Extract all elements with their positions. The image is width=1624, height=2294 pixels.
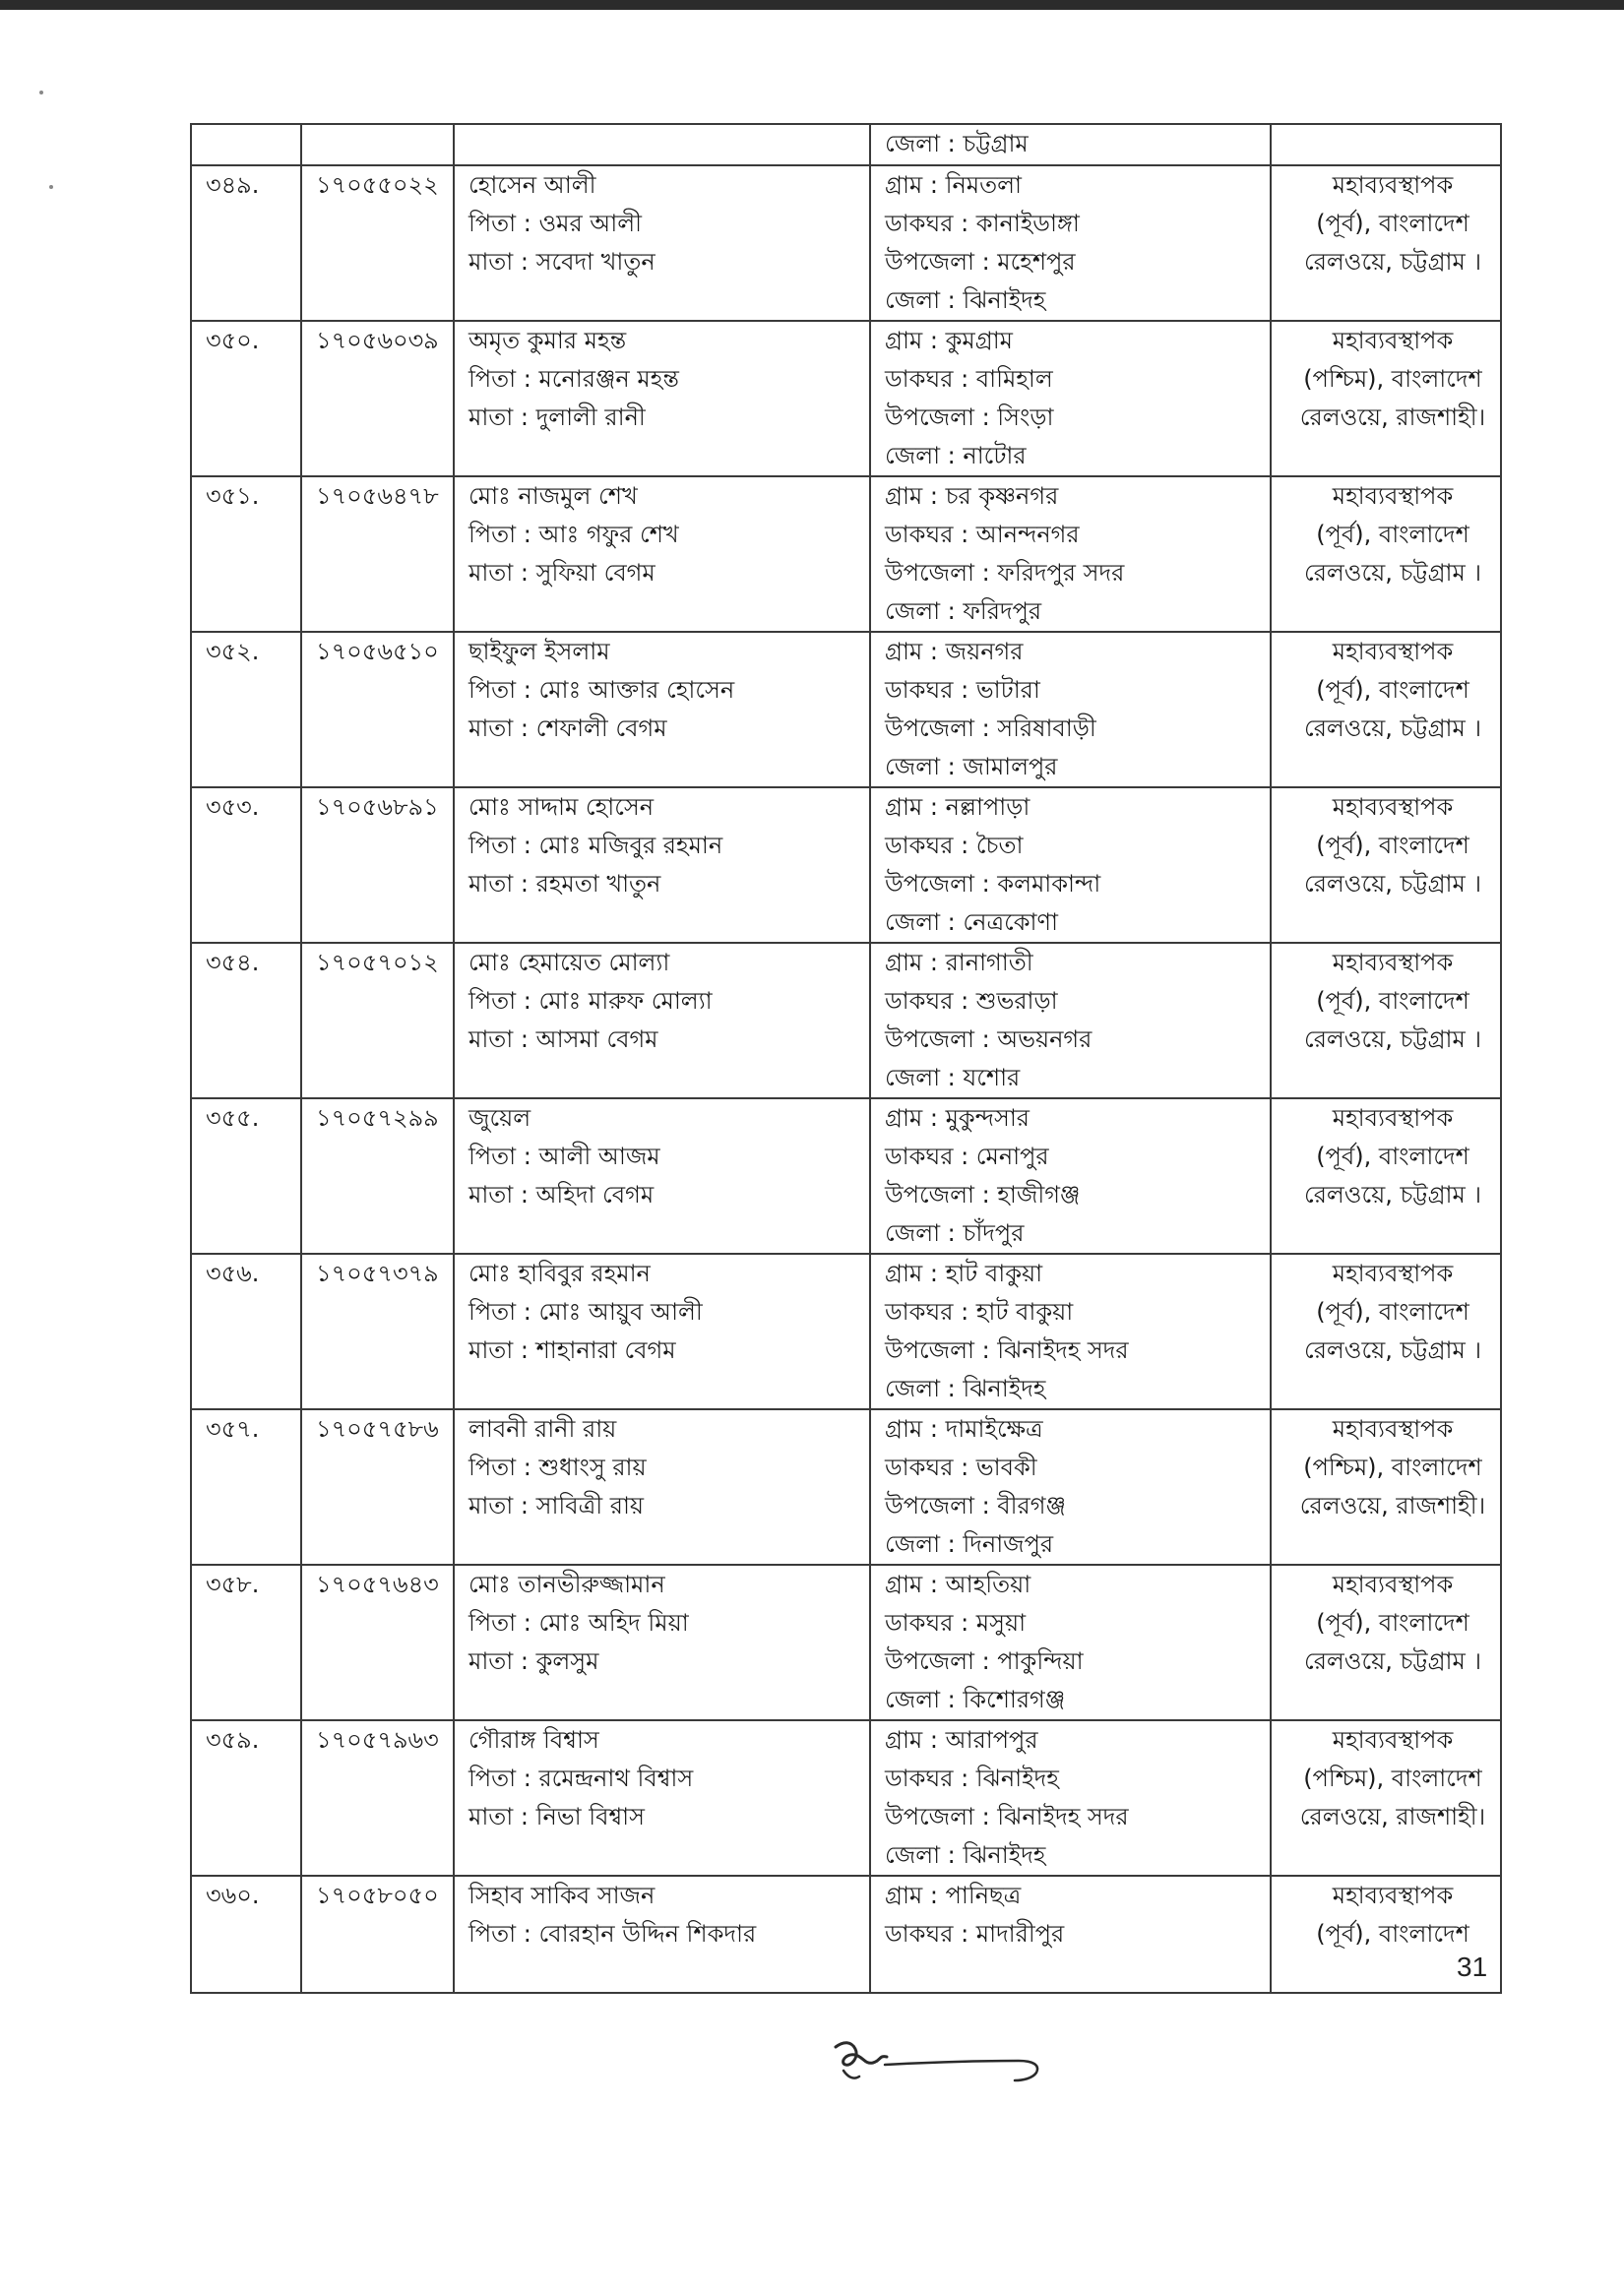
serial-cell (191, 165, 301, 321)
father-name: পিতা : মোঃ আক্তার হোসেন (468, 676, 735, 704)
office-line-2: (পূর্ব), বাংলাদেশ (1316, 676, 1469, 704)
serial-cell (191, 943, 301, 1098)
office-cell (1271, 943, 1501, 1098)
address-post: ডাকঘর : ভাটারা (885, 676, 1040, 704)
office-cell (1271, 1409, 1501, 1565)
address-post: ডাকঘর : মাদারীপুর (885, 1920, 1065, 1948)
office-cell (1271, 476, 1501, 632)
serial-cell (191, 1409, 301, 1565)
table-row (191, 165, 1501, 321)
office-line-2: (পূর্ব), বাংলাদেশ (1316, 1298, 1469, 1326)
office-line-1: মহাব্যবস্থাপক (1332, 1726, 1454, 1754)
roll-cell (301, 632, 454, 787)
office-cell (1271, 787, 1501, 943)
address-district: জেলা : চট্টগ্রাম (885, 130, 1029, 157)
office-line-3: রেলওয়ে, চট্টগ্রাম । (1303, 870, 1482, 898)
office-line-2: (পশ্চিম), বাংলাদেশ (1303, 1765, 1482, 1792)
office-line-2: (পশ্চিম), বাংলাদেশ (1303, 1454, 1482, 1481)
address-village: গ্রাম : মুকুন্দসার (885, 1104, 1030, 1132)
address-village: গ্রাম : জয়নগর (885, 638, 1024, 665)
candidate-name: মোঃ তানভীরুজ্জামান (468, 1571, 665, 1598)
roll-cell (301, 476, 454, 632)
candidate-name: মোঃ হেমায়েত মোল্যা (468, 949, 670, 976)
address-upazila: উপজেলা : সিংড়া (885, 403, 1054, 431)
roll-cell (301, 1565, 454, 1720)
address-cell (870, 1720, 1271, 1876)
address-cell (870, 1876, 1271, 1993)
office-cell (1271, 165, 1501, 321)
address-village: গ্রাম : কুমগ্রাম (885, 327, 1013, 354)
address-village: গ্রাম : আরাপপুর (885, 1726, 1038, 1754)
roll-cell (301, 1409, 454, 1565)
scan-top-border (0, 0, 1624, 10)
father-name: পিতা : ওমর আলী (468, 210, 643, 237)
father-name: পিতা : মোঃ মজিবুর রহমান (468, 832, 723, 859)
office-line-1: মহাব্যবস্থাপক (1332, 1104, 1454, 1132)
serial-number: ৩৫১. (206, 482, 260, 510)
office-line-2: (পূর্ব), বাংলাদেশ (1316, 1609, 1469, 1637)
serial-number: ৩৫৪. (206, 949, 260, 976)
address-upazila: উপজেলা : হাজীগঞ্জ (885, 1181, 1081, 1209)
roll-cell (301, 1720, 454, 1876)
office-line-3: রেলওয়ে, রাজশাহী। (1299, 403, 1486, 431)
roll-cell (301, 321, 454, 476)
serial-cell (191, 476, 301, 632)
address-district: জেলা : ঝিনাইদহ (885, 1841, 1046, 1869)
address-village: গ্রাম : নিমতলা (885, 171, 1022, 199)
office-line-1: মহাব্যবস্থাপক (1332, 949, 1454, 976)
name-cell (454, 476, 870, 632)
address-upazila: উপজেলা : মহেশপুর (885, 248, 1076, 276)
office-line-1: মহাব্যবস্থাপক (1332, 1415, 1454, 1443)
office-line-1: মহাব্যবস্থাপক (1332, 1571, 1454, 1598)
office-cell (1271, 321, 1501, 476)
office-line-3: রেলওয়ে, চট্টগ্রাম । (1303, 1336, 1482, 1364)
roll-number: ১৭০৫৭০১২ (316, 949, 439, 976)
father-name: পিতা : মনোরঞ্জন মহন্ত (468, 365, 679, 393)
address-village: গ্রাম : চর কৃষ্ণনগর (885, 482, 1059, 510)
office-line-2: (পূর্ব), বাংলাদেশ (1316, 1143, 1469, 1170)
office-line-1: মহাব্যবস্থাপক (1332, 482, 1454, 510)
address-cell (870, 165, 1271, 321)
candidate-name: মোঃ সাদ্দাম হোসেন (468, 793, 655, 821)
serial-number: ৩৫০. (206, 327, 260, 354)
roll-number: ১৭০৫৭৯৬৩ (316, 1726, 439, 1754)
office-line-3: রেলওয়ে, রাজশাহী। (1299, 1492, 1486, 1519)
address-upazila: উপজেলা : পাকুন্দিয়া (885, 1647, 1084, 1675)
address-village: গ্রাম : পানিছত্র (885, 1882, 1022, 1909)
serial-number: ৩৫৬. (206, 1260, 260, 1287)
candidate-name: লাবনী রানী রায় (468, 1415, 617, 1443)
roll-cell (301, 943, 454, 1098)
mother-name: মাতা : কুলসুম (468, 1647, 599, 1675)
office-line-3: রেলওয়ে, চট্টগ্রাম । (1303, 1647, 1482, 1675)
address-cell (870, 476, 1271, 632)
office-line-3: রেলওয়ে, চট্টগ্রাম । (1303, 248, 1482, 276)
name-cell (454, 1098, 870, 1254)
address-post: ডাকঘর : বামিহাল (885, 365, 1053, 393)
roll-number: ১৭০৫৭৩৭৯ (316, 1260, 439, 1287)
address-post: ডাকঘর : কানাইডাঙ্গা (885, 210, 1080, 237)
roll-number: ১৭০৫৭৫৮৬ (316, 1415, 439, 1443)
serial-number: ৩৬০. (206, 1882, 260, 1909)
address-cell (870, 124, 1271, 165)
address-upazila: উপজেলা : সরিষাবাড়ী (885, 714, 1096, 742)
mother-name: মাতা : দুলালী রানী (468, 403, 646, 431)
mother-name: মাতা : রহমতা খাতুন (468, 870, 661, 898)
address-cell (870, 321, 1271, 476)
candidate-name: ছাইফুল ইসলাম (468, 638, 610, 665)
office-line-1: মহাব্যবস্থাপক (1332, 1882, 1454, 1909)
address-post: ডাকঘর : ঝিনাইদহ (885, 1765, 1059, 1792)
roll-cell (301, 787, 454, 943)
office-line-1: মহাব্যবস্থাপক (1332, 327, 1454, 354)
table-row (191, 1409, 1501, 1565)
address-upazila: উপজেলা : বীরগঞ্জ (885, 1492, 1066, 1519)
office-line-1: মহাব্যবস্থাপক (1332, 1260, 1454, 1287)
candidate-name: হোসেন আলী (468, 171, 596, 199)
serial-number: ৩৫৯. (206, 1726, 260, 1754)
office-cell (1271, 632, 1501, 787)
serial-cell (191, 1565, 301, 1720)
father-name: পিতা : মোঃ আয়ুব আলী (468, 1298, 703, 1326)
serial-cell (191, 124, 301, 165)
scan-speck (49, 185, 53, 189)
office-line-2: (পূর্ব), বাংলাদেশ (1316, 210, 1469, 237)
table-row (191, 943, 1501, 1098)
table-row (191, 1254, 1501, 1409)
address-cell (870, 787, 1271, 943)
serial-number: ৩৫৩. (206, 793, 260, 821)
table-row (191, 1098, 1501, 1254)
table-row (191, 1720, 1501, 1876)
name-cell (454, 124, 870, 165)
address-post: ডাকঘর : চৈতা (885, 832, 1024, 859)
roll-cell (301, 124, 454, 165)
father-name: পিতা : রমেন্দ্রনাথ বিশ্বাস (468, 1765, 694, 1792)
serial-cell (191, 321, 301, 476)
address-cell (870, 632, 1271, 787)
address-village: গ্রাম : নল্লাপাড়া (885, 793, 1031, 821)
address-district: জেলা : দিনাজপুর (885, 1530, 1054, 1558)
address-district: জেলা : ফরিদপুর (885, 597, 1042, 625)
office-line-3: রেলওয়ে, চট্টগ্রাম । (1303, 1181, 1482, 1209)
table-row (191, 1565, 1501, 1720)
table-row-continued (191, 124, 1501, 165)
office-line-3: রেলওয়ে, রাজশাহী। (1299, 1803, 1486, 1830)
office-line-1: মহাব্যবস্থাপক (1332, 793, 1454, 821)
roll-number: ১৭০৫৮০৫০ (316, 1882, 439, 1909)
father-name: পিতা : আলী আজম (468, 1143, 660, 1170)
records-body (191, 124, 1501, 1993)
name-cell (454, 1876, 870, 1993)
serial-cell (191, 1254, 301, 1409)
mother-name: মাতা : সবেদা খাতুন (468, 248, 656, 276)
scan-speck (39, 91, 43, 94)
father-name: পিতা : মোঃ মারুফ মোল্যা (468, 987, 713, 1015)
office-line-2: (পূর্ব), বাংলাদেশ (1316, 987, 1469, 1015)
name-cell (454, 787, 870, 943)
office-cell (1271, 124, 1501, 165)
address-upazila: উপজেলা : অভয়নগর (885, 1025, 1093, 1053)
address-upazila: উপজেলা : ঝিনাইদহ সদর (885, 1336, 1129, 1364)
father-name: পিতা : বোরহান উদ্দিন শিকদার (468, 1920, 757, 1948)
roll-number: ১৭০৫৭৬৪৩ (316, 1571, 439, 1598)
roll-cell (301, 1876, 454, 1993)
page-number: 31 (1457, 1952, 1488, 1982)
office-line-3: রেলওয়ে, চট্টগ্রাম । (1303, 714, 1482, 742)
name-cell (454, 1409, 870, 1565)
office-cell (1271, 1254, 1501, 1409)
roll-number: ১৭০৫৬৫১০ (316, 638, 439, 665)
roll-number: ১৭০৫৬৪৭৮ (316, 482, 439, 510)
address-post: ডাকঘর : ভাবকী (885, 1454, 1037, 1481)
address-cell (870, 1098, 1271, 1254)
candidate-name: মোঃ নাজমুল শেখ (468, 482, 638, 510)
address-post: ডাকঘর : মেনাপুর (885, 1143, 1049, 1170)
mother-name: মাতা : শেফালী বেগম (468, 714, 667, 742)
roll-cell (301, 1254, 454, 1409)
address-district: জেলা : চাঁদপুর (885, 1219, 1025, 1247)
address-district: জেলা : জামালপুর (885, 753, 1058, 780)
address-upazila: উপজেলা : ফরিদপুর সদর (885, 559, 1125, 587)
address-village: গ্রাম : আহতিয়া (885, 1571, 1031, 1598)
office-line-1: মহাব্যবস্থাপক (1332, 171, 1454, 199)
roll-number: ১৭০৫৬০৩৯ (316, 327, 439, 354)
office-line-2: (পূর্ব), বাংলাদেশ (1316, 521, 1469, 548)
address-cell (870, 1254, 1271, 1409)
address-upazila: উপজেলা : কলমাকান্দা (885, 870, 1101, 898)
roll-number: ১৭০৫৭২৯৯ (316, 1104, 439, 1132)
candidate-name: জুয়েল (468, 1104, 531, 1132)
father-name: পিতা : শুধাংসু রায় (468, 1454, 647, 1481)
office-line-3: রেলওয়ে, চট্টগ্রাম । (1303, 559, 1482, 587)
address-village: গ্রাম : দামাইক্ষেত্র (885, 1415, 1043, 1443)
address-cell (870, 1565, 1271, 1720)
name-cell (454, 943, 870, 1098)
address-upazila: উপজেলা : ঝিনাইদহ সদর (885, 1803, 1129, 1830)
serial-cell (191, 787, 301, 943)
roll-cell (301, 1098, 454, 1254)
address-district: জেলা : ঝিনাইদহ (885, 286, 1046, 314)
candidate-name: অমৃত কুমার মহন্ত (468, 327, 627, 354)
address-district: জেলা : যশোর (885, 1064, 1021, 1091)
roll-number: ১৭০৫৬৮৯১ (316, 793, 439, 821)
address-post: ডাকঘর : হাট বাকুয়া (885, 1298, 1074, 1326)
roll-cell (301, 165, 454, 321)
address-cell (870, 943, 1271, 1098)
address-post: ডাকঘর : আনন্দনগর (885, 521, 1080, 548)
address-village: গ্রাম : রানাগাতী (885, 949, 1033, 976)
table-row (191, 476, 1501, 632)
address-cell (870, 1409, 1271, 1565)
father-name: পিতা : আঃ গফুর শেখ (468, 521, 679, 548)
address-district: জেলা : নেত্রকোণা (885, 908, 1058, 936)
serial-cell (191, 632, 301, 787)
office-cell (1271, 1098, 1501, 1254)
office-line-1: মহাব্যবস্থাপক (1332, 638, 1454, 665)
table-row (191, 787, 1501, 943)
office-line-2: (পূর্ব), বাংলাদেশ (1316, 1920, 1469, 1948)
serial-number: ৩৫৫. (206, 1104, 260, 1132)
mother-name: মাতা : নিভা বিশ্বাস (468, 1803, 645, 1830)
address-post: ডাকঘর : মসুয়া (885, 1609, 1027, 1637)
mother-name: মাতা : সুফিয়া বেগম (468, 559, 656, 587)
office-line-3: রেলওয়ে, চট্টগ্রাম । (1303, 1025, 1482, 1053)
candidate-name: মোঃ হাবিবুর রহমান (468, 1260, 651, 1287)
name-cell (454, 632, 870, 787)
table-row (191, 1876, 1501, 1993)
address-district: জেলা : কিশোরগঞ্জ (885, 1686, 1066, 1713)
address-post: ডাকঘর : শুভরাড়া (885, 987, 1058, 1015)
name-cell (454, 165, 870, 321)
office-line-2: (পূর্ব), বাংলাদেশ (1316, 832, 1469, 859)
serial-number: ৩৫২. (206, 638, 260, 665)
table-row (191, 632, 1501, 787)
address-district: জেলা : ঝিনাইদহ (885, 1375, 1046, 1402)
candidate-name: সিহাব সাকিব সাজন (468, 1882, 656, 1909)
records-table (190, 123, 1502, 1994)
address-district: জেলা : নাটোর (885, 442, 1027, 469)
office-line-2: (পশ্চিম), বাংলাদেশ (1303, 365, 1482, 393)
address-village: গ্রাম : হাট বাকুয়া (885, 1260, 1043, 1287)
serial-number: ৩৪৯. (206, 171, 260, 199)
mother-name: মাতা : অহিদা বেগম (468, 1181, 655, 1209)
name-cell (454, 1254, 870, 1409)
office-cell (1271, 1720, 1501, 1876)
serial-cell (191, 1098, 301, 1254)
signature-mark (822, 2027, 1058, 2096)
mother-name: মাতা : শাহানারা বেগম (468, 1336, 676, 1364)
serial-number: ৩৫৮. (206, 1571, 260, 1598)
name-cell (454, 321, 870, 476)
table-row (191, 321, 1501, 476)
father-name: পিতা : মোঃ অহিদ মিয়া (468, 1609, 689, 1637)
name-cell (454, 1565, 870, 1720)
office-cell (1271, 1565, 1501, 1720)
serial-number: ৩৫৭. (206, 1415, 260, 1443)
candidate-name: গৌরাঙ্গ বিশ্বাস (468, 1726, 599, 1754)
serial-cell (191, 1876, 301, 1993)
mother-name: মাতা : সাবিত্রী রায় (468, 1492, 645, 1519)
serial-cell (191, 1720, 301, 1876)
mother-name: মাতা : আসমা বেগম (468, 1025, 658, 1053)
name-cell (454, 1720, 870, 1876)
roll-number: ১৭০৫৫০২২ (316, 171, 439, 199)
